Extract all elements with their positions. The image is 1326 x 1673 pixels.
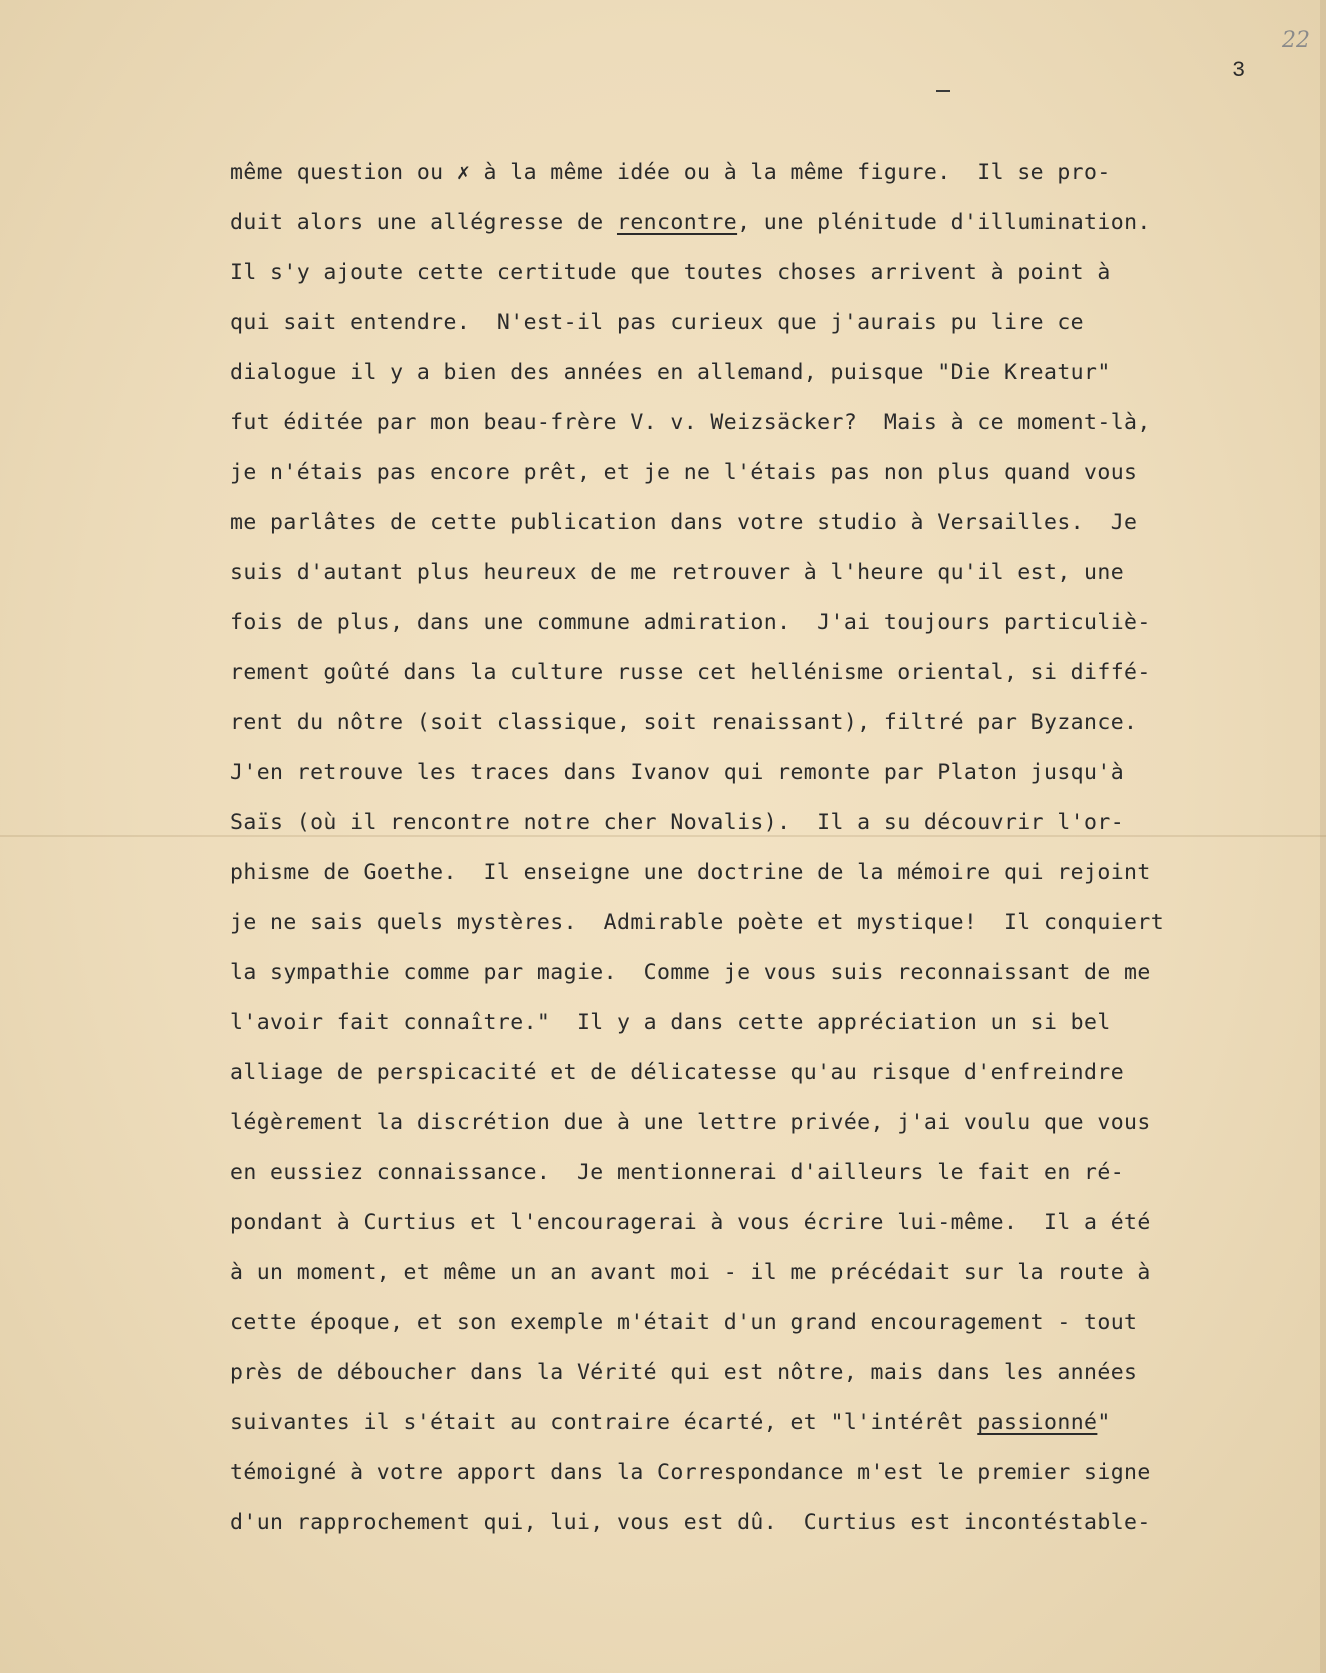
text-segment: duit alors une allégresse de (230, 210, 617, 235)
text-line-4: qui sait entendre. N'est-il pas curieux que j'aurais pu lire ce (230, 310, 1085, 335)
page-number: 3 (1232, 58, 1246, 83)
text-segment: suivantes il s'était au contraire écarté, et "l'intérêt (230, 1410, 978, 1435)
text-line-15: phisme de Goethe. Il enseigne une doctrine de la mémoire qui rejoint (230, 860, 1151, 885)
text-line-12: rent du nôtre (soit classique, soit renaissant), filtré par Byzance. (230, 710, 1138, 735)
text-line-18: l'avoir fait connaître." Il y a dans cette appréciation un si bel (230, 1010, 1111, 1035)
text-line-3: Il s'y ajoute cette certitude que toutes choses arrivent à point à (230, 260, 1111, 285)
text-line-10: fois de plus, dans une commune admiration. J'ai toujours particuliè- (230, 610, 1151, 635)
text-line-7: je n'étais pas encore prêt, et je ne l'étais pas non plus quand vous (230, 460, 1138, 485)
paper-edge (1320, 0, 1326, 1673)
text-line-26 (230, 1398, 1290, 1448)
typewriter-mark (936, 90, 950, 92)
text-line-11: rement goûté dans la culture russe cet hellénisme oriental, si diffé- (230, 660, 1151, 685)
text-line-28: d'un rapprochement qui, lui, vous est dû. Curtius est incontéstable- (230, 1510, 1151, 1535)
text-line-24: cette époque, et son exemple m'était d'un grand encouragement - tout (230, 1310, 1138, 1335)
letter-body (230, 148, 1290, 1548)
text-line-8: me parlâtes de cette publication dans votre studio à Versailles. Je (230, 510, 1138, 535)
text-line-5: dialogue il y a bien des années en allemand, puisque "Die Kreatur" (230, 360, 1111, 385)
text-segment: , une plénitude d'illumination. (737, 210, 1151, 235)
underlined-word-rencontre: rencontre (616, 210, 738, 235)
pencil-folio-number: 22 (1282, 28, 1310, 53)
underlined-word-passionne: passionné (977, 1410, 1098, 1435)
text-line-16: je ne sais quels mystères. Admirable poète et mystique! Il conquiert (230, 910, 1165, 935)
text-line-1: même question ou ✗ à la même idée ou à la même figure. Il se pro- (230, 160, 1111, 185)
text-line-17: la sympathie comme par magie. Comme je vous suis reconnaissant de me (230, 960, 1151, 985)
text-line-14: Saïs (où il rencontre notre cher Novalis). Il a su découvrir l'or- (230, 810, 1125, 835)
text-line-19: alliage de perspicacité et de délicatesse qu'au risque d'enfreindre (230, 1060, 1125, 1085)
text-line-9: suis d'autant plus heureux de me retrouver à l'heure qu'il est, une (230, 560, 1125, 585)
text-line-27: témoigné à votre apport dans la Correspondance m'est le premier signe (230, 1460, 1151, 1485)
text-line-13: J'en retrouve les traces dans Ivanov qui remonte par Platon jusqu'à (230, 760, 1125, 785)
text-line-22: pondant à Curtius et l'encouragerai à vous écrire lui-même. Il a été (230, 1210, 1151, 1235)
text-line-21: en eussiez connaissance. Je mentionnerai d'ailleurs le fait en ré- (230, 1160, 1125, 1185)
text-line-23: à un moment, et même un an avant moi - il me précédait sur la route à (230, 1260, 1151, 1285)
text-line-2 (230, 198, 1290, 248)
text-line-20: légèrement la discrétion due à une lettre privée, j'ai voulu que vous (230, 1110, 1151, 1135)
text-line-25: près de déboucher dans la Vérité qui est nôtre, mais dans les années (230, 1360, 1138, 1385)
text-segment: " (1097, 1410, 1111, 1435)
text-line-6: fut éditée par mon beau-frère V. v. Weizsäcker? Mais à ce moment-là, (230, 410, 1151, 435)
